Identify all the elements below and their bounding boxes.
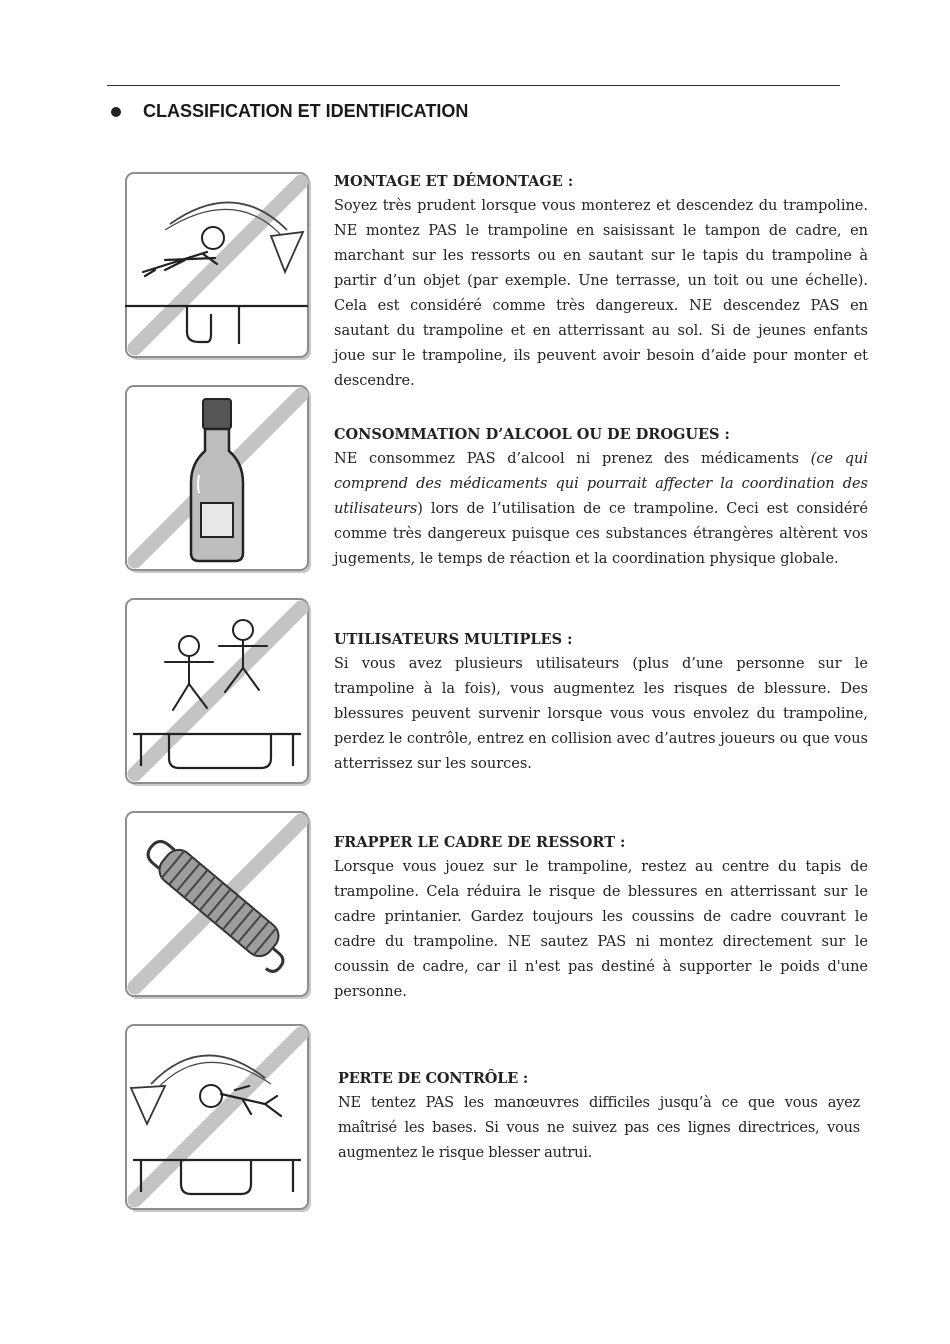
- item-body: Soyez très prudent lorsque vous monterez et descendez du trampoline. NE montez PAS le trampoline en saisissant le tampon de cadre, en marchant sur les ressorts ou en sautant sur le tapis du trampoline à partir d’un objet (par exemple. Une terrasse, un toit ou une échelle). Cela est considéré comme très dangereux. NE descendez PAS en sautant du trampoline et en atterrissant au sol. Si de jeunes enfants joue sur le trampoline, ils peuvent avoir besoin d’aide pour monter et descendre.: [334, 198, 868, 389]
- item-alcohol: [334, 422, 868, 572]
- alcohol-bottle-prohibited-icon: [125, 385, 313, 575]
- spring-prohibited-icon: [125, 811, 313, 1001]
- item-spring: [334, 830, 868, 1005]
- multiple-users-prohibited-icon: [125, 598, 313, 788]
- bullet-icon: [111, 107, 121, 117]
- top-rule: [107, 85, 840, 86]
- section-title: CLASSIFICATION ET IDENTIFICATION: [143, 101, 469, 121]
- item-body: Si vous avez plusieurs utilisateurs (plus d’une personne sur le trampoline à la fois), vous augmentez les risques de blessure. Des blessures peuvent survenir lorsque vous vous envolez du trampoline, perdez le contrôle, entrez en collision avec d’autres joueurs ou que vous atterrissez sur les sources.: [334, 656, 868, 772]
- item-loss-of-control: [338, 1066, 860, 1166]
- item-title: MONTAGE ET DÉMONTAGE :: [334, 173, 574, 190]
- item-title: FRAPPER LE CADRE DE RESSORT :: [334, 834, 626, 851]
- item-body-italic: (ce qui comprend des médicaments qui pourrait affecter la coordination des utilisateurs: [334, 451, 868, 517]
- item-title: CONSOMMATION D’ALCOOL OU DE DROGUES :: [334, 426, 730, 443]
- mounting-prohibited-icon: [125, 172, 313, 362]
- item-body-start: NE consommez PAS d’alcool ni prenez des médicaments: [334, 451, 811, 467]
- item-multiple-users: [334, 627, 868, 777]
- item-body: [334, 447, 868, 572]
- loss-of-control-prohibited-icon: [125, 1024, 313, 1214]
- item-body: Lorsque vous jouez sur le trampoline, restez au centre du tapis de trampoline. Cela réduira le risque de blessures en atterrissant sur le cadre printanier. Gardez toujours les coussins de cadre couvrant le cadre du trampoline. NE sautez PAS ni montez directement sur le coussin de cadre, car il n'est pas destiné à supporter le poids d'une personne.: [334, 859, 868, 1000]
- item-mounting: [334, 169, 868, 394]
- item-body-end: ) lors de l’utilisation de ce trampoline. Ceci est considéré comme très dangereux puisque ces substances étrangères altèrent vos jugements, le temps de réaction et la coordination physique globale.: [334, 501, 868, 567]
- item-body: NE tentez PAS les manœuvres difficiles jusqu’à ce que vous ayez maîtrisé les bases. Si vous ne suivez pas ces lignes directrices, vous augmentez le risque blesser autrui.: [338, 1095, 860, 1161]
- item-title: PERTE DE CONTRÔLE :: [338, 1070, 529, 1087]
- item-title: UTILISATEURS MULTIPLES :: [334, 631, 573, 648]
